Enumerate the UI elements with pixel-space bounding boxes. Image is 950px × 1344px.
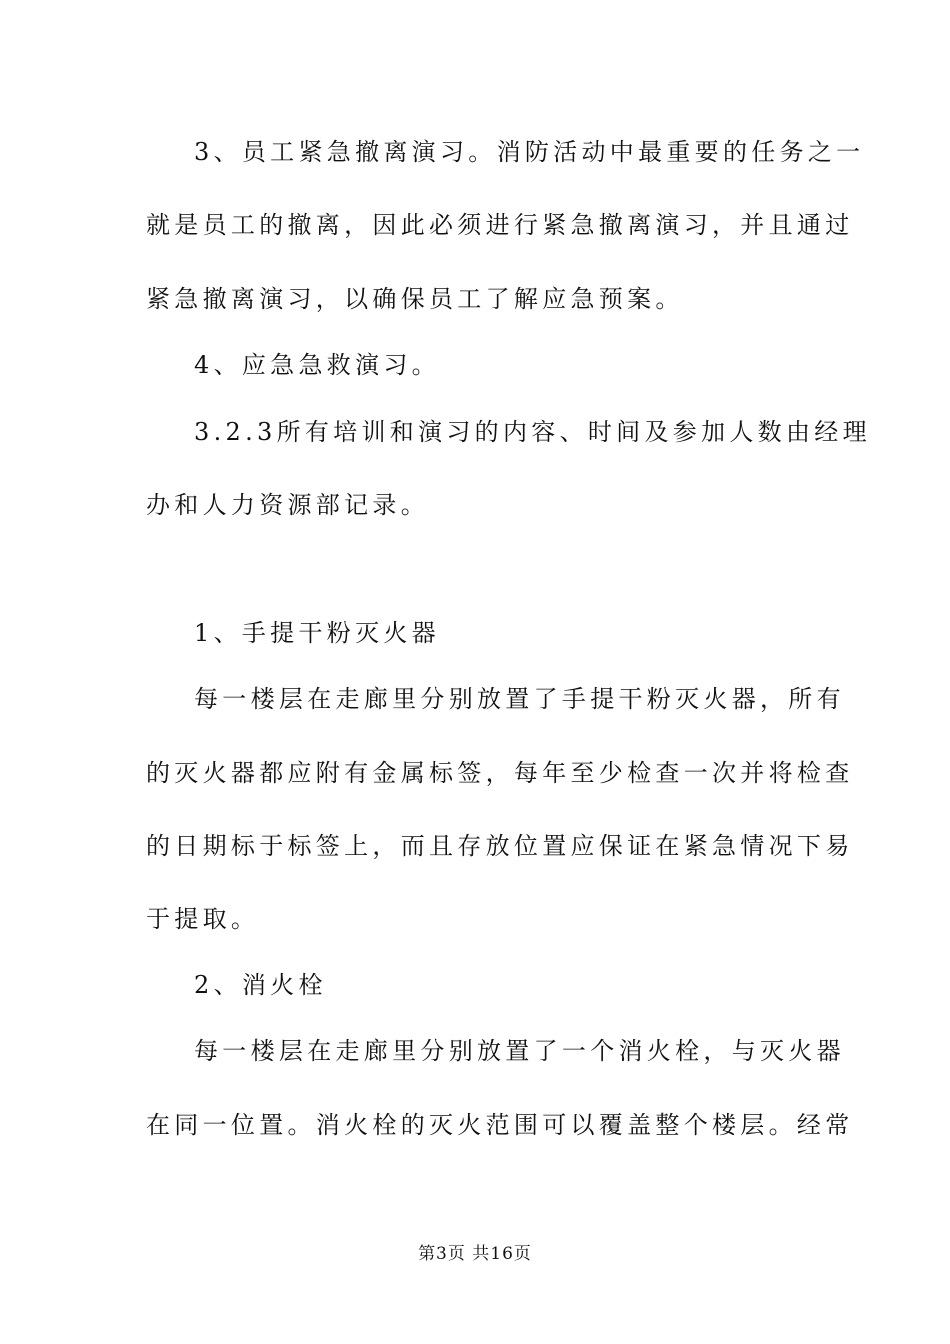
page-number-footer: 第3页 共16页 <box>418 1244 532 1264</box>
paragraph-line: 紧急撤离演习，以确保员工了解应急预案。 <box>146 285 684 313</box>
paragraph-line: 3、员工紧急撤离演习。消防活动中最重要的任务之一 <box>194 138 865 166</box>
paragraph-line: 的日期标于标签上，而且存放位置应保证在紧急情况下易 <box>146 832 854 860</box>
section-heading: 1、手提干粉灭火器 <box>194 619 440 647</box>
paragraph-line: 4、应急急救演习。 <box>194 351 440 379</box>
section-heading: 2、消火栓 <box>194 971 327 999</box>
paragraph-line: 每一楼层在走廊里分别放置了手提干粉灭火器，所有 <box>194 685 845 713</box>
paragraph-line: 在同一位置。消火栓的灭火范围可以覆盖整个楼层。经常 <box>146 1111 854 1139</box>
paragraph-line: 的灭火器都应附有金属标签，每年至少检查一次并将检查 <box>146 759 854 787</box>
paragraph-line: 于提取。 <box>146 905 260 933</box>
paragraph-line: 3.2.3所有培训和演习的内容、时间及参加人数由经理 <box>194 418 871 446</box>
paragraph-line: 每一楼层在走廊里分别放置了一个消火栓，与灭火器 <box>194 1037 845 1065</box>
paragraph-line: 办和人力资源部记录。 <box>146 491 429 519</box>
paragraph-line: 就是员工的撤离，因此必须进行紧急撤离演习，并且通过 <box>146 211 854 239</box>
